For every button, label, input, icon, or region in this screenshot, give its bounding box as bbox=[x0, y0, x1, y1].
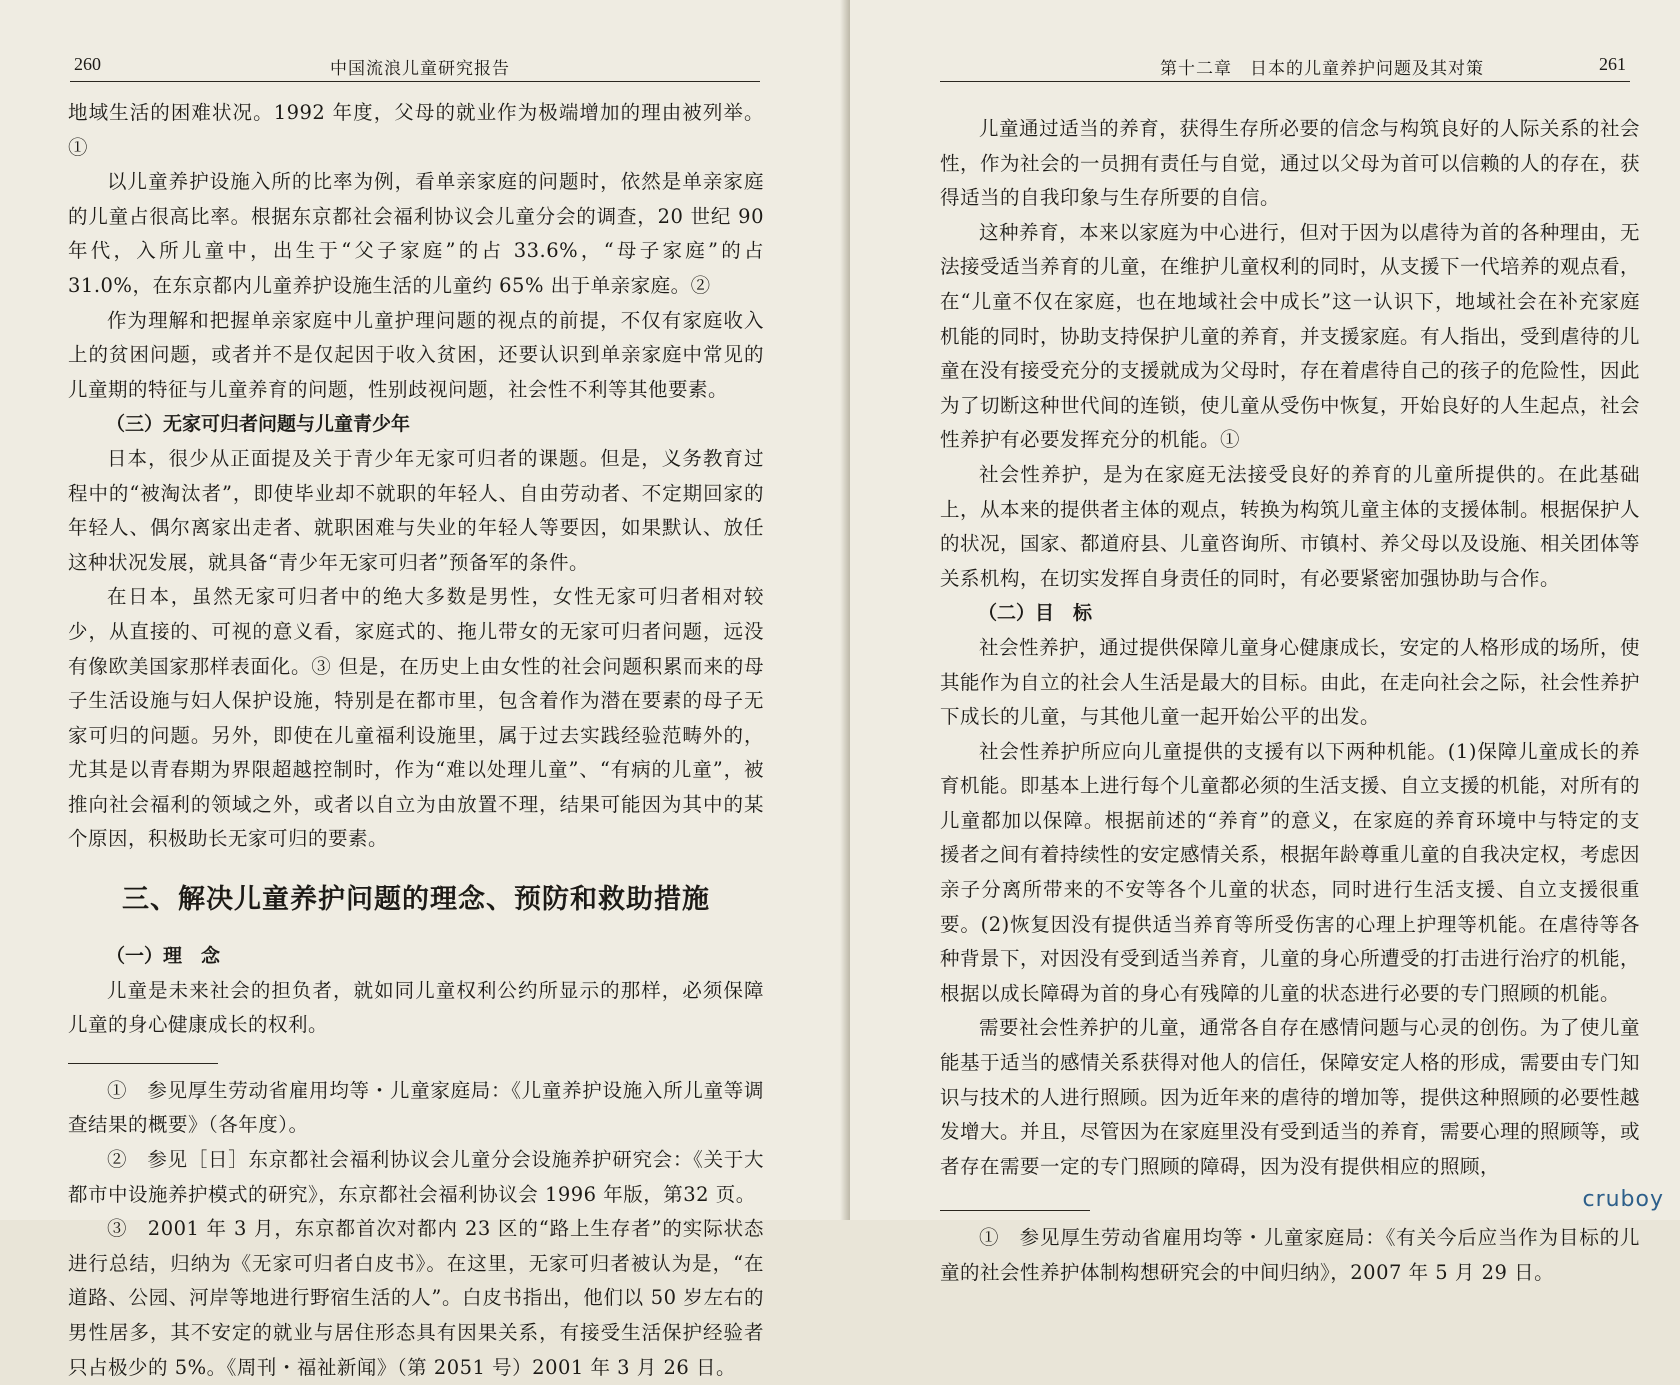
body-paragraph: 作为理解和把握单亲家庭中儿童护理问题的视点的前提，不仅有家庭收入上的贫困问题，或者并不是仅起因于收入贫困，还要认识到单亲家庭中常见的儿童期的特征与儿童养育的问题，性别歧视问题，社会性不利等其他要素。 bbox=[68, 308, 764, 401]
subsection-heading: （三）无家可归者问题与儿童青少年 bbox=[106, 413, 411, 436]
right-page-header bbox=[940, 48, 1630, 78]
right-header-rule bbox=[940, 81, 1630, 82]
body-paragraph: 这种养育，本来以家庭为中心进行，但对于因为以虐待为首的各种理由，无法接受适当养育的儿童，在维护儿童权利的同时，从支援下一代培养的观点看，在“儿童不仅在家庭，也在地域社会中成长”这一认识下，地域社会在补充家庭机能的同时，协助支持保护儿童的养育，并支援家庭。有人指出，受到虐待的儿童在没有接受充分的支援就成为父母时，存在着虐待自己的孩子的危险性，因此为了切断这种世代间的连锁，使儿童从受伤中恢复，开始良好的人生起点，社会性养护有必要发挥充分的机能。① bbox=[940, 220, 1641, 452]
subsection-heading: （一）理 念 bbox=[106, 945, 221, 968]
right-running-head: 第十二章 日本的儿童养护问题及其对策 bbox=[1160, 59, 1484, 79]
footnote-rule bbox=[68, 1063, 218, 1064]
right-page bbox=[850, 0, 1680, 1284]
footnote: ② 参见［日］东京都社会福利协议会儿童分会设施养护研究会：《关于大都市中设施养护模式的研究》，东京都社会福利协议会 1996 年版，第32 页。 bbox=[68, 1148, 764, 1206]
footnote: ① 参见厚生劳动省雇用均等・儿童家庭局：《有关今后应当作为目标的儿童的社会性养护体制构想研究会的中间归纳》，2007 年 5 月 29 日。 bbox=[940, 1226, 1640, 1284]
footnote-spacer bbox=[68, 1043, 764, 1063]
body-paragraph: 需要社会性养护的儿童，通常各自存在感情问题与心灵的创伤。为了使儿童能基于适当的感情关系获得对他人的信任，保障安定人格的形成，需要由专门知识与技术的人进行照顾。因为近年来的虐待的增加等，提供这种照顾的必要性越发增大。并且，尽管因为在家庭里没有受到适当的养育，需要心理的照顾等，或者存在需要一定的专门照顾的障碍，因为没有提供相应的照顾， bbox=[940, 1016, 1641, 1178]
body-paragraph: 社会性养护，通过提供保障儿童身心健康成长，安定的人格形成的场所，使其能作为自立的社会人生活是最大的目标。由此，在走向社会之际，社会性养护下成长的儿童，与其他儿童一起开始公平的出发。 bbox=[940, 635, 1641, 729]
body-paragraph: 儿童通过适当的养育，获得生存所必要的信念与构筑良好的人际关系的社会性，作为社会的一员拥有责任与自觉，通过以父母为首可以信赖的人的存在，获得适当的自我印象与生存所要的自信。 bbox=[940, 117, 1641, 210]
body-paragraph: 以儿童养护设施入所的比率为例，看单亲家庭的问题时，依然是单亲家庭的儿童占很高比率。根据东京都社会福利协议会儿童分会的调查，20 世纪 90 年代，入所儿童中，出生于“父子家庭”的占 33.6%，“母子家庭”的占 31.0%，在东京都内儿童养护设施生活的儿童约 65% 出于单亲家庭。② bbox=[68, 170, 764, 297]
left-running-head: 中国流浪儿童研究报告 bbox=[330, 59, 510, 79]
footnote-rule bbox=[940, 1210, 1090, 1211]
left-page-body bbox=[68, 96, 764, 1385]
left-page-header bbox=[70, 48, 760, 78]
watermark-logo: cruboy bbox=[1582, 1187, 1664, 1212]
body-paragraph: 社会性养护，是为在家庭无法接受良好的养育的儿童所提供的。在此基础上，从本来的提供者主体的观点，转换为构筑儿童主体的支援体制。根据保护人的状况，国家、都道府县、儿童咨询所、市镇村、养父母以及设施、相关团体等关系机构，在切实发挥自身责任的同时，有必要紧密加强协助与合作。 bbox=[940, 462, 1641, 590]
subsection-heading: （二）目 标 bbox=[978, 602, 1093, 625]
body-paragraph: 社会性养护所应向儿童提供的支援有以下两种机能。(1)保障儿童成长的养育机能。即基本上进行每个儿童都必须的生活支援、自立支援的机能，对所有的儿童都加以保障。根据前述的“养育”的意义，在家庭的养育环境中与特定的支援者之间有着持续性的安定感情关系，根据年龄尊重儿童的自我决定权，考虑因亲子分离所带来的不安等各个儿童的状态，同时进行生活支援、自立支援很重要。(2)恢复因没有提供适当养育等所受伤害的心理上护理等机能。在虐待等各种背景下，对因没有受到适当养育，儿童的身心所遭受的打击进行治疗的机能，根据以成长障碍为首的身心有残障的儿童的状态进行必要的专门照顾的机能。 bbox=[940, 739, 1641, 1005]
left-page-number: 260 bbox=[74, 54, 101, 74]
footnote-spacer bbox=[940, 1184, 1640, 1210]
body-paragraph: 地域生活的困难状况。1992 年度，父母的就业作为极端增加的理由被列举。① bbox=[68, 101, 764, 159]
section-heading: 三、解决儿童养护问题的理念、预防和救助措施 bbox=[122, 884, 710, 916]
body-paragraph: 日本，很少从正面提及关于青少年无家可归者的课题。但是，义务教育过程中的“被淘汰者”，即使毕业却不就职的年轻人、自由劳动者、不定期回家的年轻人、偶尔离家出走者、就职困难与失业的年轻人等要因，如果默认、放任这种状况发展，就具备“青少年无家可归者”预备军的条件。 bbox=[68, 446, 764, 574]
body-paragraph: 儿童是未来社会的担负者，就如同儿童权利公约所显示的那样，必须保障儿童的身心健康成长的权利。 bbox=[68, 978, 764, 1037]
footnote: ③ 2001 年 3 月，东京都首次对都内 23 区的“路上生存者”的实际状态进行总结，归纳为《无家可归者白皮书》。在这里，无家可归者被认为是，“在道路、公园、河岸等地进行野宿生活的人”。白皮书指出，他们以 50 岁左右的男性居多，其不安定的就业与居住形态具有因果关系，有接受生活保护经验者只占极少的 5%。《周刊・福祉新闻》（第 2051 号）2001 年 3 月 26 日。 bbox=[68, 1217, 764, 1379]
right-page-body bbox=[940, 112, 1640, 1291]
right-page-number: 261 bbox=[1599, 54, 1626, 74]
left-header-rule bbox=[70, 81, 760, 82]
footnote: ① 参见厚生劳动省雇用均等・儿童家庭局：《儿童养护设施入所儿童等调查结果的概要》（各年度）。 bbox=[68, 1078, 764, 1137]
body-paragraph: 在日本，虽然无家可归者中的绝大多数是男性，女性无家可归者相对较少，从直接的、可视的意义看，家庭式的、拖儿带女的无家可归者问题，远没有像欧美国家那样表面化。③ 但是，在历史上由女性的社会问题积累而来的母子生活设施与妇人保护设施，特别是在都市里，包含着作为潜在要素的母子无家可归的问题。另外，即使在儿童福利设施里，属于过去实践经验范畴外的，尤其是以青春期为界限超越控制时，作为“难以处理儿童”、“有病的儿童”，被推向社会福利的领域之外，或者以自立为由放置不理，结果可能因为其中的某个原因，积极助长无家可归的要素。 bbox=[68, 585, 764, 851]
